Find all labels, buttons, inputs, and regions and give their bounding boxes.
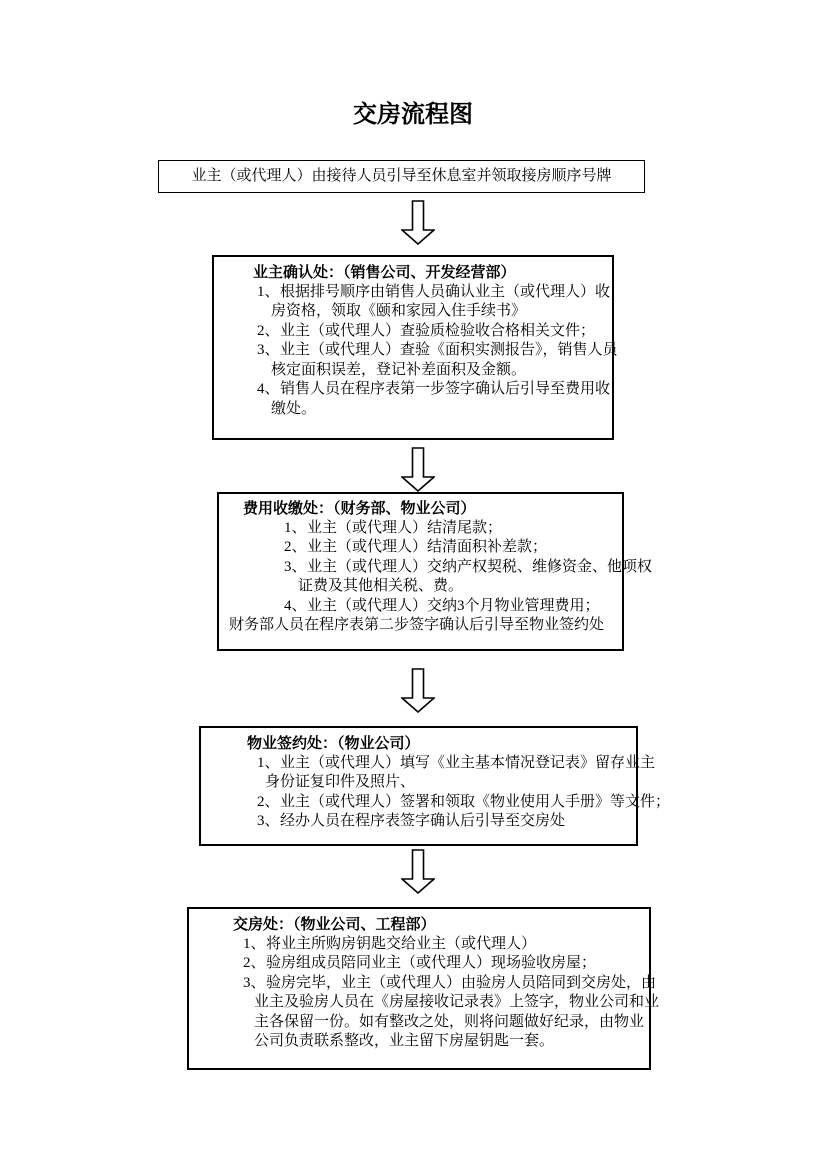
list-item <box>214 380 612 400</box>
flow-box-start <box>158 160 645 193</box>
item-marker: 1、 <box>257 283 280 300</box>
item-text: 经办人员在程序表签字确认后引导至交房处 <box>280 813 566 829</box>
down-arrow-icon <box>401 447 435 492</box>
flow-arrow-2 <box>401 447 435 492</box>
list-item <box>214 341 618 361</box>
item-text: 验房组成员陪同业主（或代理人）现场验收房屋； <box>266 955 597 971</box>
list-item-continuation: 证费及其他相关税、费。 <box>298 578 464 594</box>
item-marker: 1、 <box>243 935 266 952</box>
list-item-continuation: 缴处。 <box>271 400 317 417</box>
item-marker: 3、 <box>243 974 266 991</box>
box-title: 费用收缴处：（财务部、物业公司） <box>243 500 476 517</box>
flow-box-property-contract <box>199 726 671 846</box>
flow-arrow-3 <box>401 668 435 713</box>
list-item-continuation: 公司负责联系整改，业主留下房屋钥匙一套。 <box>254 1033 555 1049</box>
down-arrow-icon <box>401 200 435 245</box>
item-text: 业主（或代理人）交纳产权契税、维修资金、他项权 <box>307 558 653 575</box>
item-marker: 3、 <box>284 558 307 575</box>
item-marker: 1、 <box>257 754 280 771</box>
box-footer-text: 财务部人员在程序表第二步签字确认后引导至物业签约处 <box>229 617 605 633</box>
item-text: 业主（或代理人）查验《面积实测报告》，销售人员 <box>280 342 618 358</box>
item-text: 根据排号顺序由销售人员确认业主（或代理人）收 <box>280 283 611 300</box>
item-marker: 2、 <box>284 539 307 555</box>
item-marker: 3、 <box>257 813 280 829</box>
list-item-continuation: 核定面积误差，登记补差面积及金额。 <box>271 361 527 378</box>
list-item <box>219 558 653 578</box>
item-text: 销售人员在程序表第一步签字确认后引导至费用收 <box>280 381 611 397</box>
list-item-continuation: 身份证复印件及照片、 <box>265 774 416 790</box>
down-arrow-icon <box>401 849 435 894</box>
item-text: 业主（或代理人）结清尾款； <box>307 519 503 536</box>
item-marker: 2、 <box>257 793 280 810</box>
item-marker: 2、 <box>257 322 280 339</box>
item-marker: 4、 <box>257 381 280 397</box>
start-box-text: 业主（或代理人）由接待人员引导至休息室并领取接房顺序号牌 <box>191 167 612 184</box>
list-item <box>219 597 622 617</box>
flow-box-owner-confirmation <box>212 255 618 440</box>
list-item <box>189 935 649 955</box>
flow-arrow-4 <box>401 849 435 894</box>
list-item <box>219 519 622 539</box>
flow-box-fee-collection <box>217 492 653 651</box>
box-title: 交房处：（物业公司、工程部） <box>233 916 436 933</box>
list-item <box>214 322 612 342</box>
item-text: 将业主所购房钥匙交给业主（或代理人） <box>266 935 537 952</box>
page-title: 交房流程图 <box>353 101 473 128</box>
flow-arrow-1 <box>401 200 435 245</box>
item-marker: 1、 <box>284 519 307 536</box>
item-marker: 4、 <box>284 597 307 614</box>
list-item-continuation: 业主及验房人员在《房屋接收记录表》上签字，物业公司和业 <box>254 994 660 1010</box>
box-title: 业主确认处：（销售公司、开发经营部） <box>253 264 516 281</box>
list-item <box>201 812 636 832</box>
box-title: 物业签约处：（物业公司） <box>247 735 420 752</box>
item-text: 业主（或代理人）签署和领取《物业使用人手册》等文件； <box>280 793 671 810</box>
item-text: 验房完毕，业主（或代理人）由验房人员陪同到交房处，由 <box>266 974 657 991</box>
flow-box-handover <box>187 907 660 1070</box>
item-marker: 2、 <box>243 955 266 971</box>
list-item <box>189 974 657 994</box>
list-item <box>189 954 649 974</box>
list-item-continuation: 房资格，领取《颐和家园入住手续书》 <box>271 303 527 319</box>
list-item <box>201 793 671 813</box>
item-text: 业主（或代理人）填写《业主基本情况登记表》留存业主 <box>280 754 656 771</box>
item-marker: 3、 <box>257 342 280 358</box>
item-text: 业主（或代理人）结清面积补差款； <box>307 539 548 555</box>
item-text: 业主（或代理人）查验质检验收合格相关文件； <box>280 322 596 339</box>
list-item <box>219 538 622 558</box>
item-text: 业主（或代理人）交纳3个月物业管理费用； <box>307 597 600 614</box>
list-item-continuation: 主各保留一份。如有整改之处，则将问题做好纪录，由物业 <box>254 1013 645 1030</box>
list-item <box>214 283 612 303</box>
down-arrow-icon <box>401 668 435 713</box>
list-item <box>201 754 656 774</box>
